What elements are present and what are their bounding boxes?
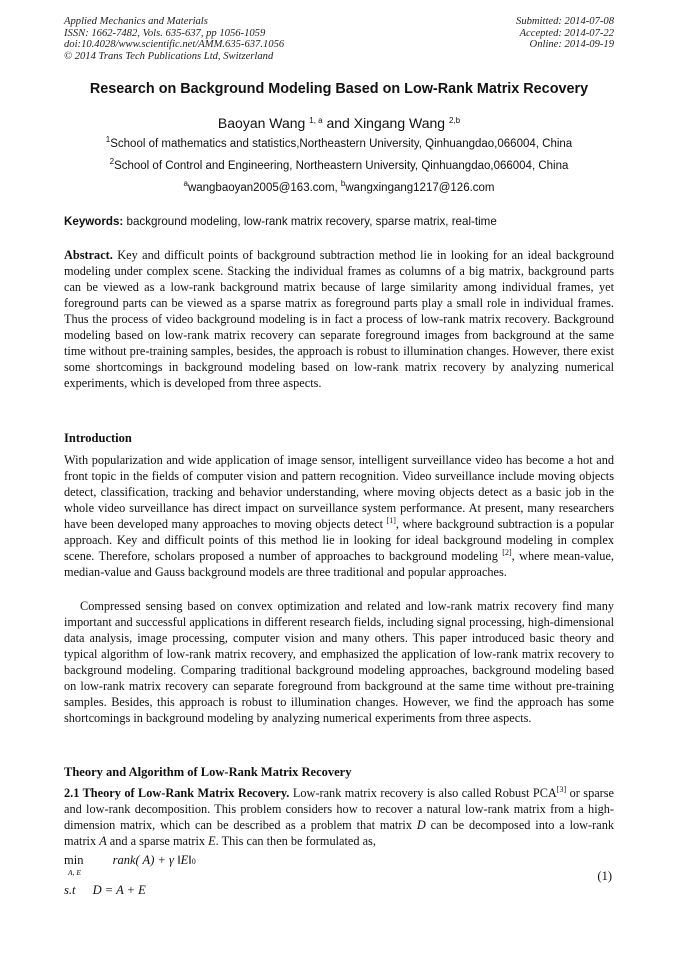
theory-heading: Theory and Algorithm of Low-Rank Matrix Recovery: [64, 765, 352, 779]
equation-objective-line: [64, 853, 196, 868]
author-2: Xingang Wang: [353, 115, 446, 131]
min-operator: min: [64, 853, 84, 867]
copyright-line: © 2014 Trans Tech Publications Ltd, Switzerland: [64, 50, 274, 62]
intro-p1-part-c: , where mean-value, median-value and Gauss background models are three traditional and popular approaches.: [64, 549, 614, 580]
issn-line: ISSN: 1662-7482, Vols. 635-637, pp 1056-1059: [64, 27, 266, 39]
introduction-paragraph-1: [64, 452, 614, 580]
theory-text-a: Low-rank matrix recovery is also called Robust PCA: [292, 786, 557, 800]
abstract-text: Key and difficult points of background subtraction method lie in looking for an ideal background modeling under complex scene. Stacking the individual frames as columns of a big matrix, background parts can be viewed as a low-rank background matrix because of large similarity among individual frames, yet foreground parts can be viewed as a sparse matrix as foreground parts play a small role in individual frames. Thus the process of video background modeling is in fact a process of low-rank matrix recovery. Background modeling based on low-rank matrix recovery can separate foreground images from background at the same time without pre-training samples, besides, the approach is robust to illumination changes. However, there exist some shortcomings in background modeling based on low-rank matrix recovery by analyzing numerical experiments, which is developed from three aspects.: [64, 248, 614, 391]
matrix-d: D: [416, 818, 426, 833]
author-1-affil: 1, a: [309, 116, 323, 125]
author-line: [30, 115, 648, 131]
equation-constraint-line: [64, 883, 146, 898]
intro-p1-part-a: With popularization and wide application of image sensor, intelligent surveillance video has become a hot and front topic in the fields of computer vision and pattern recognition. Video surveillance include moving objects detect, classification, tracking and behavior understanding, where moving objects detect as a basic job in the whole video surveillance has direct impact on surveillance system performance. At present, many researchers have been developed many approaches to moving objects detect: [64, 453, 614, 532]
subject-to: s.t: [64, 883, 76, 897]
abstract: [64, 247, 614, 391]
introduction-paragraph-2: Compressed sensing based on convex optimization and related and low-rank matrix recovery find many important and successful applications in different research fields, including signal processing, high-dimensional data analysis, image processing, computer vision and many others. This paper introduced basic theory and typical algorithm of low-rank matrix recovery, and emphasized the application of low-rank matrix recovery to background modeling. Comparing traditional background modeling approaches, background modeling based on low-rank matrix recovery can separate foreground from background at the same time without pre-training samples. Besides, this approach is robust to illumination changes. However, we find the approach has some shortcomings in background modeling by analyzing numerical experiments from three aspects.: [64, 599, 614, 726]
introduction-heading: Introduction: [64, 431, 132, 445]
keywords: [64, 215, 624, 228]
theory-text-b: or sparse and low-rank decomposition. This problem considers how to recover a natural low-rank matrix from a high-dimension matrix, which can be described as a problem that matrix: [64, 786, 615, 833]
submitted-date: Submitted: 2014-07-08: [516, 16, 614, 27]
citation-3[interactable]: [3]: [556, 785, 567, 794]
author-and: and: [326, 115, 350, 131]
email-b-mark: b: [340, 179, 346, 188]
affiliation-2: [30, 157, 648, 172]
affiliation-2-text: School of Control and Engineering, Northeastern University, Qinhuangdao,066004, China: [114, 160, 569, 172]
affiliation-2-mark: 2: [109, 157, 115, 166]
email-a[interactable]: wangbaoyan2005@163.com,: [187, 182, 338, 194]
citation-2[interactable]: [2]: [502, 548, 512, 558]
theory-paragraph: [64, 785, 614, 849]
min-subscript: A, E: [68, 868, 81, 877]
theory-text-c: can be decomposed into a low-rank matrix: [64, 818, 614, 849]
journal-name: Applied Mechanics and Materials: [64, 16, 208, 27]
email-line: [30, 179, 648, 194]
paper-title: Research on Background Modeling Based on Low-Rank Matrix Recovery: [89, 81, 589, 97]
affiliation-1-mark: 1: [105, 135, 111, 144]
intro-p1-part-b: , where background subtraction is a popular approach. Key and difficult points of this method lie in looking for ideal background modeling in complex scene. Therefore, scholars proposed a number of approaches to background modeling: [64, 517, 614, 564]
matrix-e: E: [208, 834, 216, 849]
email-a-mark: a: [183, 179, 188, 188]
email-b[interactable]: wangxingang1217@126.com: [345, 182, 495, 194]
doi-line: doi:10.4028/www.scientific.net/AMM.635-637.1056: [64, 39, 285, 51]
online-date: Online: 2014-09-19: [529, 39, 614, 51]
accepted-date: Accepted: 2014-07-22: [519, 27, 614, 39]
citation-1[interactable]: [1]: [386, 516, 396, 526]
constraint-expression: D = A + E: [92, 883, 146, 897]
objective-expression: rank( A) + γ ‖E‖: [112, 853, 192, 867]
theory-text-e: . This can then be formulated as,: [215, 834, 376, 849]
matrix-a: A: [99, 834, 107, 849]
submission-dates: [516, 16, 614, 51]
keywords-label: Keywords:: [64, 215, 124, 228]
journal-info: [64, 16, 284, 62]
abstract-label: Abstract.: [64, 248, 113, 262]
theory-text-d: and a sparse matrix: [109, 834, 206, 849]
equation-number: (1): [597, 869, 612, 883]
subsection-heading: 2.1 Theory of Low-Rank Matrix Recovery.: [64, 786, 290, 800]
affiliation-1-text: School of mathematics and statistics,Northeastern University, Qinhuangdao,066004, China: [110, 138, 573, 150]
author-2-affil: 2,b: [448, 116, 461, 125]
keywords-text: background modeling, low-rank matrix recovery, sparse matrix, real-time: [126, 215, 497, 228]
norm-subscript: 0: [191, 857, 196, 866]
author-1: Baoyan Wang: [217, 115, 306, 131]
affiliation-1: [30, 135, 648, 150]
